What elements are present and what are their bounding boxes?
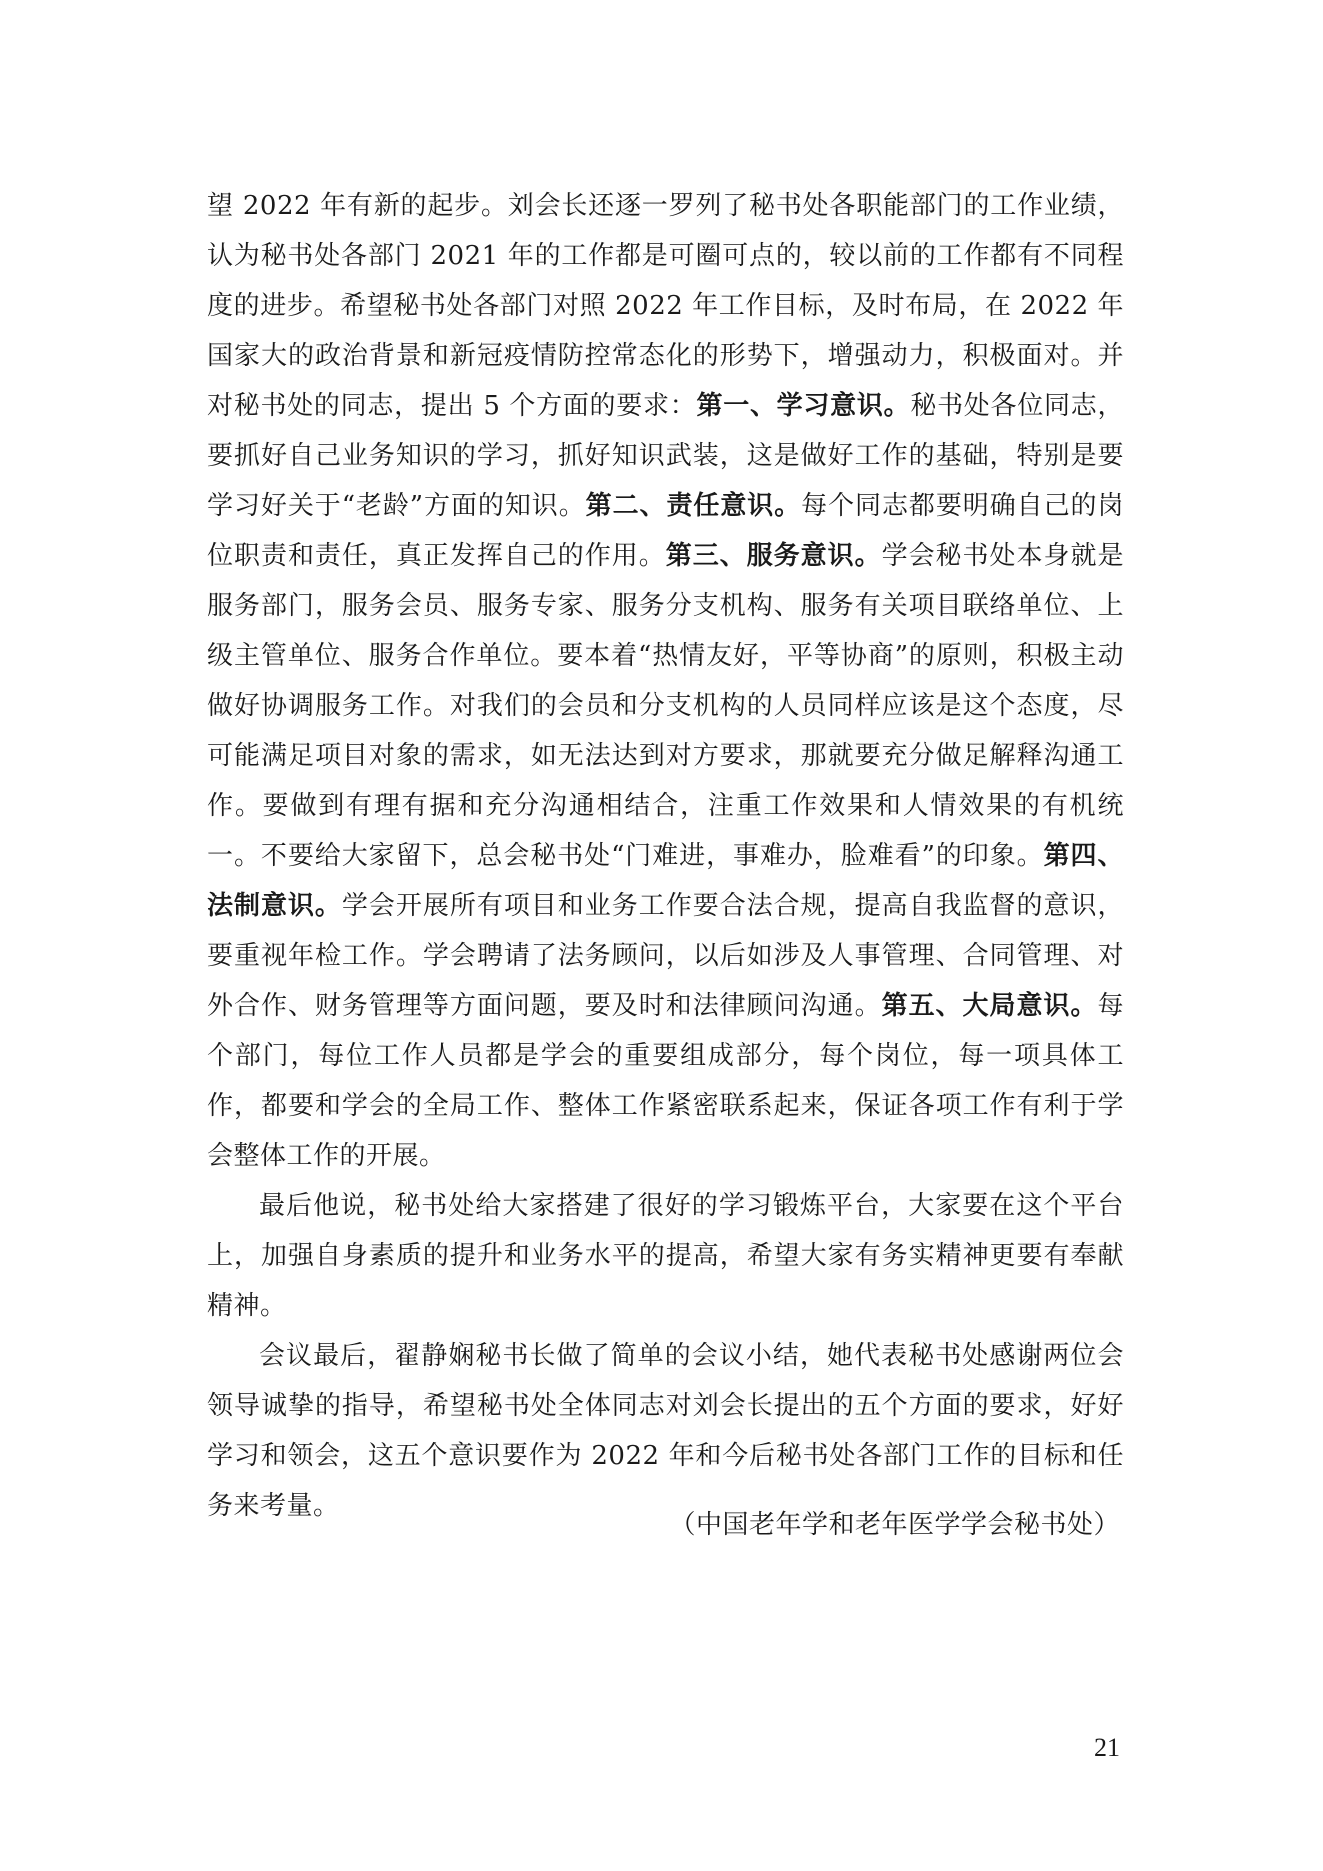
text-segment: 秘书处各位同志，要抓好自己业务知识的学习，抓好知识武装，这是做好工作的基础，特别是要学习好关于“老龄”方面的知识。 [207, 391, 1124, 521]
heading-overall-awareness: 第五、大局意识。 [881, 991, 1098, 1021]
text-segment: 望 2022 年有新的起步。刘会长还逐一罗列了秘书处各职能部门的工作业绩，认为秘书处各部门 2021 年的工作都是可圈可点的，较以前的工作都有不同程度的进步。希望秘书处各部门对照 2022 年工作目标，及时布局，在 2022 年国家大的政治背景和新冠疫情防控常态化的形势下，增强动力，积极面对。并对秘书处的同志，提出 5 个方面的要求： [207, 191, 1124, 421]
page-number: 21 [1094, 1733, 1120, 1762]
heading-responsibility-awareness: 第二、责任意识。 [585, 491, 802, 521]
paragraph-meeting-summary: 会议最后，翟静娴秘书长做了简单的会议小结，她代表秘书处感谢两位会领导诚挚的指导，希望秘书处全体同志对刘会长提出的五个方面的要求，好好学习和领会，这五个意识要作为 2022 年和今后秘书处各部门工作的目标和任务来考量。 [207, 1341, 1124, 1521]
paragraph-closing-remarks: 最后他说，秘书处给大家搭建了很好的学习锻炼平台，大家要在这个平台上，加强自身素质的提升和业务水平的提高，希望大家有务实精神更要有奉献精神。 [207, 1191, 1124, 1321]
text-segment: 每个同志都要明确自己的岗位职责和责任，真正发挥自己的作用。 [207, 491, 1124, 571]
heading-learning-awareness: 第一、学习意识。 [696, 391, 911, 421]
text-segment: 每个部门，每位工作人员都是学会的重要组成部分，每个岗位，每一项具体工作，都要和学会的全局工作、整体工作紧密联系起来，保证各项工作有利于学会整体工作的开展。 [207, 991, 1124, 1171]
paragraph-requirements [207, 181, 1124, 1181]
text-segment: 学会开展所有项目和业务工作要合法合规，提高自我监督的意识，要重视年检工作。学会聘请了法务顾问，以后如涉及人事管理、合同管理、对外合作、财务管理等方面问题，要及时和法律顾问沟通。 [207, 891, 1124, 1021]
article-body [207, 181, 1124, 1531]
text-segment: 学会秘书处本身就是服务部门，服务会员、服务专家、服务分支机构、服务有关项目联络单位、上级主管单位、服务合作单位。要本着“热情友好，平等协商”的原则，积极主动做好协调服务工作。对我们的会员和分支机构的人员同样应该是这个态度，尽可能满足项目对象的需求，如无法达到对方要求，那就要充分做足解释沟通工作。要做到有理有据和充分沟通相结合，注重工作效果和人情效果的有机统一。不要给大家留下，总会秘书处“门难进，事难办，脸难看”的印象。 [207, 541, 1124, 871]
signature-line: （中国老年学和老年医学学会秘书处） [669, 1510, 1120, 1540]
heading-legal-awareness: 第四、法制意识。 [207, 841, 1124, 921]
heading-service-awareness: 第三、服务意识。 [665, 541, 882, 571]
